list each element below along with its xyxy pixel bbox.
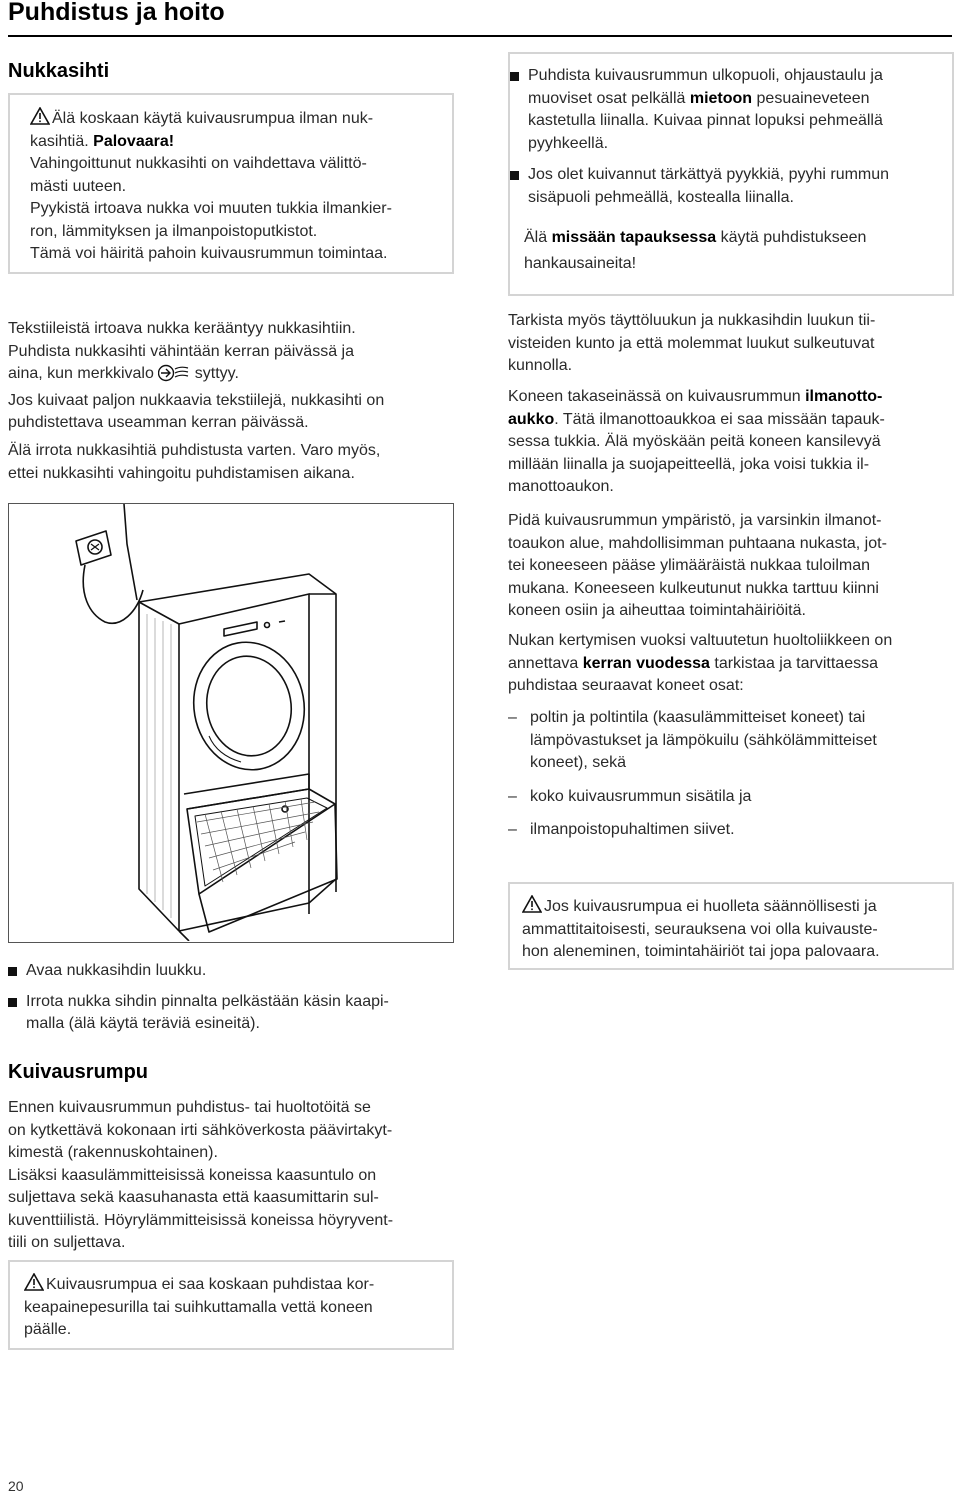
paragraph-line: Nukan kertymisen vuoksi valtuutetun huoltoliikkeen on xyxy=(508,632,893,649)
cleaning-instructions-box xyxy=(508,52,954,296)
paragraph-line: Puhdista nukkasihti vähintään kerran päivässä ja xyxy=(8,342,354,360)
page-number: 20 xyxy=(8,1478,24,1494)
warning-text: hon aleneminen, toimintahäiriöt tai jopa palovaara. xyxy=(522,943,880,960)
bullet-square-icon xyxy=(8,998,17,1007)
note-text: hankausaineita! xyxy=(524,255,637,272)
bullet-square-icon xyxy=(510,72,519,81)
list-item-text: muoviset osat pelkällä xyxy=(528,89,690,107)
paragraph-line: kunnolla. xyxy=(508,357,573,374)
paragraph-line: Älä irrota nukkasihtiä puhdistusta varten. Varo myös, xyxy=(8,442,381,459)
list-item-text: Avaa nukkasihdin luukku. xyxy=(26,962,207,979)
warning-box-maintenance xyxy=(508,882,954,970)
bullet-square-icon xyxy=(8,967,17,976)
warning-triangle-icon xyxy=(24,1273,44,1291)
paragraph-line: tei koneeseen pääse ylimääräistä nukkaa tuloilman xyxy=(508,557,870,574)
warning-text: Jos kuivausrumpua ei huolleta säännöllisesti ja xyxy=(544,898,877,915)
paragraph-line: annettava xyxy=(508,654,583,672)
paragraph-line: . Tätä ilmanottoaukkoa ei saa missään tapauk- xyxy=(554,410,885,428)
warning-box-lint-filter xyxy=(8,93,454,274)
lint-filter-caution-paragraph xyxy=(8,440,458,485)
warning-box-pressure-washer xyxy=(8,1260,454,1350)
lint-filter-indicator-icon xyxy=(158,364,190,390)
list-item-text: lämpövastukset ja lämpökuilu (sähkölämmitteiset xyxy=(530,731,877,749)
paragraph-line: koneen osiin ja aiheuttaa toimintahäiriöitä. xyxy=(508,602,806,619)
list-item-text: Puhdista kuivausrummun ulkopuoli, ohjaustaulu ja xyxy=(528,67,883,84)
list-item-text: malla (älä käytä teräviä esineitä). xyxy=(26,1015,260,1032)
paragraph-line: Pidä kuivausrummun ympäristö, ja varsinkin ilmanot- xyxy=(508,512,882,529)
dash-marker: – xyxy=(508,787,517,805)
list-item xyxy=(508,819,958,842)
paragraph-line: Tekstiileistä irtoava nukka kerääntyy nukkasihtiin. xyxy=(8,320,356,337)
paragraph-line: aina, kun merkkivalo xyxy=(8,365,159,382)
emphasis-text: ilmanotto- xyxy=(805,388,883,405)
note-text: Älä xyxy=(524,229,552,246)
emphasis-text: missään tapauksessa xyxy=(551,229,717,246)
dash-marker: – xyxy=(508,821,517,838)
warning-text: Vahingoittunut nukkasihti on vaihdettava välittö- xyxy=(30,155,367,172)
warning-text: keapainepesurilla tai suihkuttamalla vettä koneen xyxy=(24,1298,373,1316)
tumble-dryer-open-lint-door-illustration xyxy=(8,503,454,943)
list-item-text: Irrota nukka sihdin pinnalta pelkästään käsin kaapi- xyxy=(26,992,389,1010)
warning-text: ammattitaitoisesti, seurauksena voi olla kuivauste- xyxy=(522,920,878,938)
list-item xyxy=(510,65,950,155)
paragraph-line: Koneen takaseinässä on kuivausrummun xyxy=(508,388,806,405)
list-item xyxy=(508,707,958,775)
list-item-text: koneet), sekä xyxy=(530,754,627,771)
warning-text: Pyykistä irtoava nukka voi muuten tukkia ilmankier- xyxy=(30,200,392,217)
paragraph-line: toaukon alue, mahdollisimman puhtaana nukasta, jot- xyxy=(508,534,887,552)
paragraph-line: Ennen kuivausrummun puhdistus- tai huoltotöitä se xyxy=(8,1099,371,1116)
list-item-text: koko kuivausrummun sisätila ja xyxy=(530,787,752,805)
dash-marker: – xyxy=(508,709,517,726)
paragraph-line: on kytkettävä kokonaan irti sähköverkosta päävirtakyt- xyxy=(8,1121,393,1139)
warning-triangle-icon xyxy=(522,895,542,913)
annual-service-paragraph xyxy=(508,630,958,698)
paragraph-line: millään liinalla ja suojapeitteellä, joka voisi tukkia il- xyxy=(508,455,870,473)
paragraph-line: kimestä (rakennuskohtainen). xyxy=(8,1144,218,1161)
surroundings-paragraph xyxy=(508,510,958,623)
section-heading-nukkasihti: Nukkasihti xyxy=(8,60,110,82)
list-item xyxy=(508,786,958,809)
list-item-text: pesuaineveteen xyxy=(752,89,870,107)
warning-emphasis: Palovaara! xyxy=(93,132,175,150)
paragraph-line: Jos kuivaat paljon nukkaavia tekstiilejä, nukkasihti on xyxy=(8,391,385,409)
paragraph-line: suljettava sekä kaasuhanasta että kaasumittarin sul- xyxy=(8,1189,379,1206)
paragraph-line: puhdistettava useamman kerran päivässä. xyxy=(8,414,309,431)
service-parts-list xyxy=(508,707,958,842)
warning-text: Kuivausrumpua ei saa koskaan puhdistaa kor- xyxy=(46,1276,375,1293)
list-item xyxy=(8,991,458,1036)
lint-filter-paragraph xyxy=(8,318,458,435)
air-intake-paragraph xyxy=(508,386,958,499)
paragraph-line: sessa tukkia. Älä myöskään peitä koneen kansilevyä xyxy=(508,433,881,450)
list-item-text: poltin ja poltintila (kaasulämmitteiset koneet) tai xyxy=(530,709,866,726)
emphasis-text: aukko xyxy=(508,410,555,428)
section-heading-kuivausrumpu: Kuivausrumpu xyxy=(8,1061,149,1083)
door-seal-paragraph xyxy=(508,310,958,378)
warning-text: päälle. xyxy=(24,1321,72,1338)
paragraph-line: visteiden kunto ja että molemmat luukut sulkeutuvat xyxy=(508,334,875,352)
list-item xyxy=(8,960,458,983)
paragraph-line: puhdistaa seuraavat koneet osat: xyxy=(508,677,744,694)
warning-text: Tämä voi häiritä pahoin kuivausrummun toimintaa. xyxy=(30,245,388,262)
lint-filter-steps xyxy=(8,960,458,1036)
paragraph-line: Tarkista myös täyttöluukun ja nukkasihdin luukun tii- xyxy=(508,312,876,329)
list-item xyxy=(510,164,950,209)
list-item-text: kastetulla liinalla. Kuivaa pinnat lopuksi pehmeällä xyxy=(528,112,883,129)
list-item-text: ilmanpoistopuhaltimen siivet. xyxy=(530,821,735,838)
bullet-square-icon xyxy=(510,171,519,180)
title-divider xyxy=(8,35,952,37)
list-item-text: sisäpuoli pehmeällä, kostealla liinalla. xyxy=(528,188,794,206)
paragraph-line: syttyy. xyxy=(190,365,239,382)
kuivausrumpu-paragraph xyxy=(8,1097,458,1255)
paragraph-line: ettei nukkasihti vahingoitu puhdistamisen aikana. xyxy=(8,464,355,482)
paragraph-line: kuventtiilistä. Höyrylämmitteisissä koneissa höyryvent- xyxy=(8,1211,394,1229)
paragraph-line: tarkistaa ja tarvittaessa xyxy=(709,654,878,672)
warning-text: ron, lämmityksen ja ilmanpoistoputkistot. xyxy=(30,222,318,240)
warning-text: mästi uuteen. xyxy=(30,177,127,195)
warning-text: kasihtiä. xyxy=(30,132,94,150)
emphasis-text: kerran vuodessa xyxy=(582,654,710,672)
note-text: käytä puhdistukseen xyxy=(716,229,867,246)
paragraph-line: tiili on suljettava. xyxy=(8,1234,126,1251)
paragraph-line: manottoaukon. xyxy=(508,478,614,495)
paragraph-line: Lisäksi kaasulämmitteisissä koneissa kaasuntulo on xyxy=(8,1166,377,1184)
list-item-text: pyyhkeellä. xyxy=(528,134,609,152)
emphasis-text: mietoon xyxy=(689,89,753,107)
page-title: Puhdistus ja hoito xyxy=(8,0,225,26)
warning-triangle-icon xyxy=(30,107,50,125)
paragraph-line: mukana. Koneeseen kulkeutunut nukka tarttuu kiinni xyxy=(508,579,879,597)
list-item-text: Jos olet kuivannut tärkättyä pyykkiä, pyyhi rummun xyxy=(528,166,890,183)
warning-text: Älä koskaan käytä kuivausrumpua ilman nuk- xyxy=(52,110,374,127)
abrasive-warning-note xyxy=(510,225,950,277)
